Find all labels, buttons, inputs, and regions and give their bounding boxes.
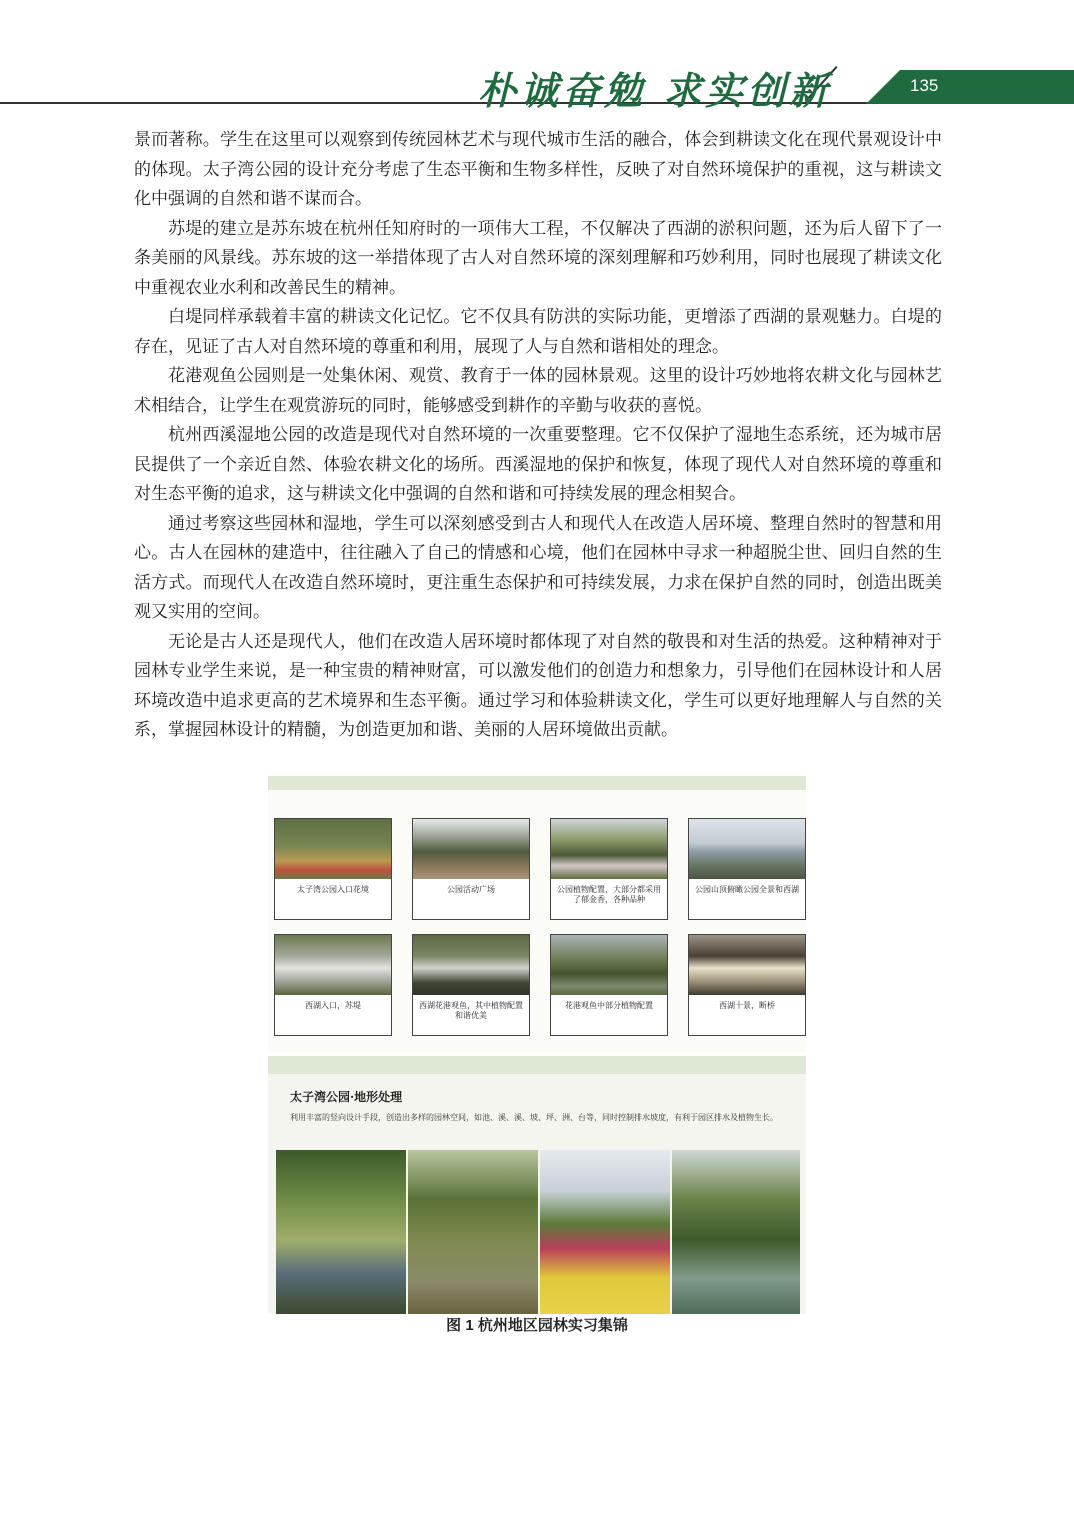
card-caption: 花港观鱼中部分植物配置 — [565, 1001, 653, 1010]
card-caption: 公园山顶俯瞰公园全景和西湖 — [695, 885, 799, 894]
body-text — [134, 126, 942, 746]
lakeside-trees-photo — [672, 1150, 800, 1314]
photo-card — [688, 818, 806, 920]
panel-description: 利用丰富的竖向设计手段，创造出多样的园林空间，如池、溪、溪、坡、坪、洲、台等，同时控制排水坡度，有利于园区排水及植物生长。 — [290, 1113, 778, 1122]
card-caption: 公园活动广场 — [447, 885, 495, 894]
photo-card — [688, 934, 806, 1036]
photo-card — [274, 934, 392, 1036]
photo-card — [550, 818, 668, 920]
paragraph: 花港观鱼公园则是一处集休闲、观赏、教育于一体的园林景观。这里的设计巧妙地将农耕文化与园林艺术相结合，让学生在观赏游玩的同时，能够感受到耕作的辛勤与收获的喜悦。 — [134, 366, 942, 416]
photo-card — [274, 818, 392, 920]
paragraph: 通过考察这些园林和湿地，学生可以深刻感受到古人和现代人在改造人居环境、整理自然时的智慧和用心。古人在园林的建造中，往往融入了自己的情感和心境，他们在园林中寻求一种超脱尘世、回归自然的生活方式。而现代人在改造自然环境时，更注重生态保护和可持续发展，力求在保护自然的同时，创造出既美观又实用的空间。 — [134, 513, 942, 622]
paragraph: 苏堤的建立是苏东坡在杭州任知府时的一项伟大工程，不仅解决了西湖的淤积问题，还为后人留下了一条美丽的风景线。苏东坡的这一举措体现了古人对自然环境的深刻理解和巧妙利用，同时也展现了耕读文化中重视农业水利和改善民生的精神。 — [134, 218, 942, 298]
page-number-band — [866, 70, 1074, 104]
huagang-planting-photo — [551, 935, 667, 995]
paragraph: 无论是古人还是现代人，他们在改造人居环境时都体现了对自然的敬畏和对生活的热爱。这种精神对于园林专业学生来说，是一种宝贵的精神财富，可以激发他们的创造力和想象力，引导他们在园林设计和人居环境改造中追求更高的艺术境界和生态平衡。通过学习和体验耕读文化，学生可以更好地理解人与自然的关系，掌握园林设计的精髓，为创造更加和谐、美丽的人居环境做出贡献。 — [134, 631, 942, 740]
tulip-planting-photo — [551, 819, 667, 879]
photo-card — [412, 934, 530, 1036]
card-caption: 太子湾公园入口花境 — [297, 885, 369, 894]
paragraph: 景而著称。学生在这里可以观察到传统园林艺术与现代城市生活的融合，体会到耕读文化在现代景观设计中的体现。太子湾公园的设计充分考虑了生态平衡和生物多样性，反映了对自然环境保护的重视，这与耕读文化中强调的自然和谐不谋而合。 — [134, 130, 942, 209]
su-causeway-stone-photo — [275, 935, 391, 995]
photo-grid-figure — [268, 776, 806, 1052]
card-caption: 西湖入口，苏堤 — [305, 1001, 361, 1010]
card-caption: 西湖十景，断桥 — [719, 1001, 775, 1010]
broken-bridge-sign-photo — [689, 935, 805, 995]
huagang-gate-photo — [413, 935, 529, 995]
panel-title: 太子湾公园·地形处理 — [290, 1090, 403, 1104]
flower-border-photo — [275, 819, 391, 879]
card-caption: 公园植物配置，大部分都采用了郁金香，各种品种 — [557, 885, 661, 904]
lake-overview-photo — [689, 819, 805, 879]
card-caption: 西湖花港观鱼，其中植物配置和谐优美 — [419, 1001, 523, 1020]
photo-card — [550, 934, 668, 1036]
woodland-slope-photo — [408, 1150, 538, 1314]
header-motto: 朴诚奋勉 求实创新 — [478, 68, 832, 113]
pond-garden-photo — [276, 1150, 406, 1314]
paragraph: 白堤同样承载着丰富的耕读文化记忆。它不仅具有防洪的实际功能，更增添了西湖的景观魅力。白堤的存在，见证了古人对自然环境的尊重和利用，展现了人与自然和谐相处的理念。 — [134, 307, 942, 357]
page-header — [0, 0, 1074, 113]
photo-card — [412, 818, 530, 920]
paragraph: 杭州西溪湿地公园的改造是现代对自然环境的一次重要整理。它不仅保护了湿地生态系统，还为城市居民提供了一个亲近自然、体验农耕文化的场所。西溪湿地的保护和恢复，体现了现代人对自然环境的尊重和对生态平衡的追求，这与耕读文化中强调的自然和谐和可持续发展的理念相契合。 — [134, 425, 942, 504]
page-number: 135 — [910, 76, 939, 95]
plaza-photo — [413, 819, 529, 879]
figure-caption: 图 1 杭州地区园林实习集锦 — [446, 1317, 628, 1334]
terrain-panel-figure — [268, 1056, 806, 1314]
tulip-field-photo — [540, 1150, 670, 1314]
